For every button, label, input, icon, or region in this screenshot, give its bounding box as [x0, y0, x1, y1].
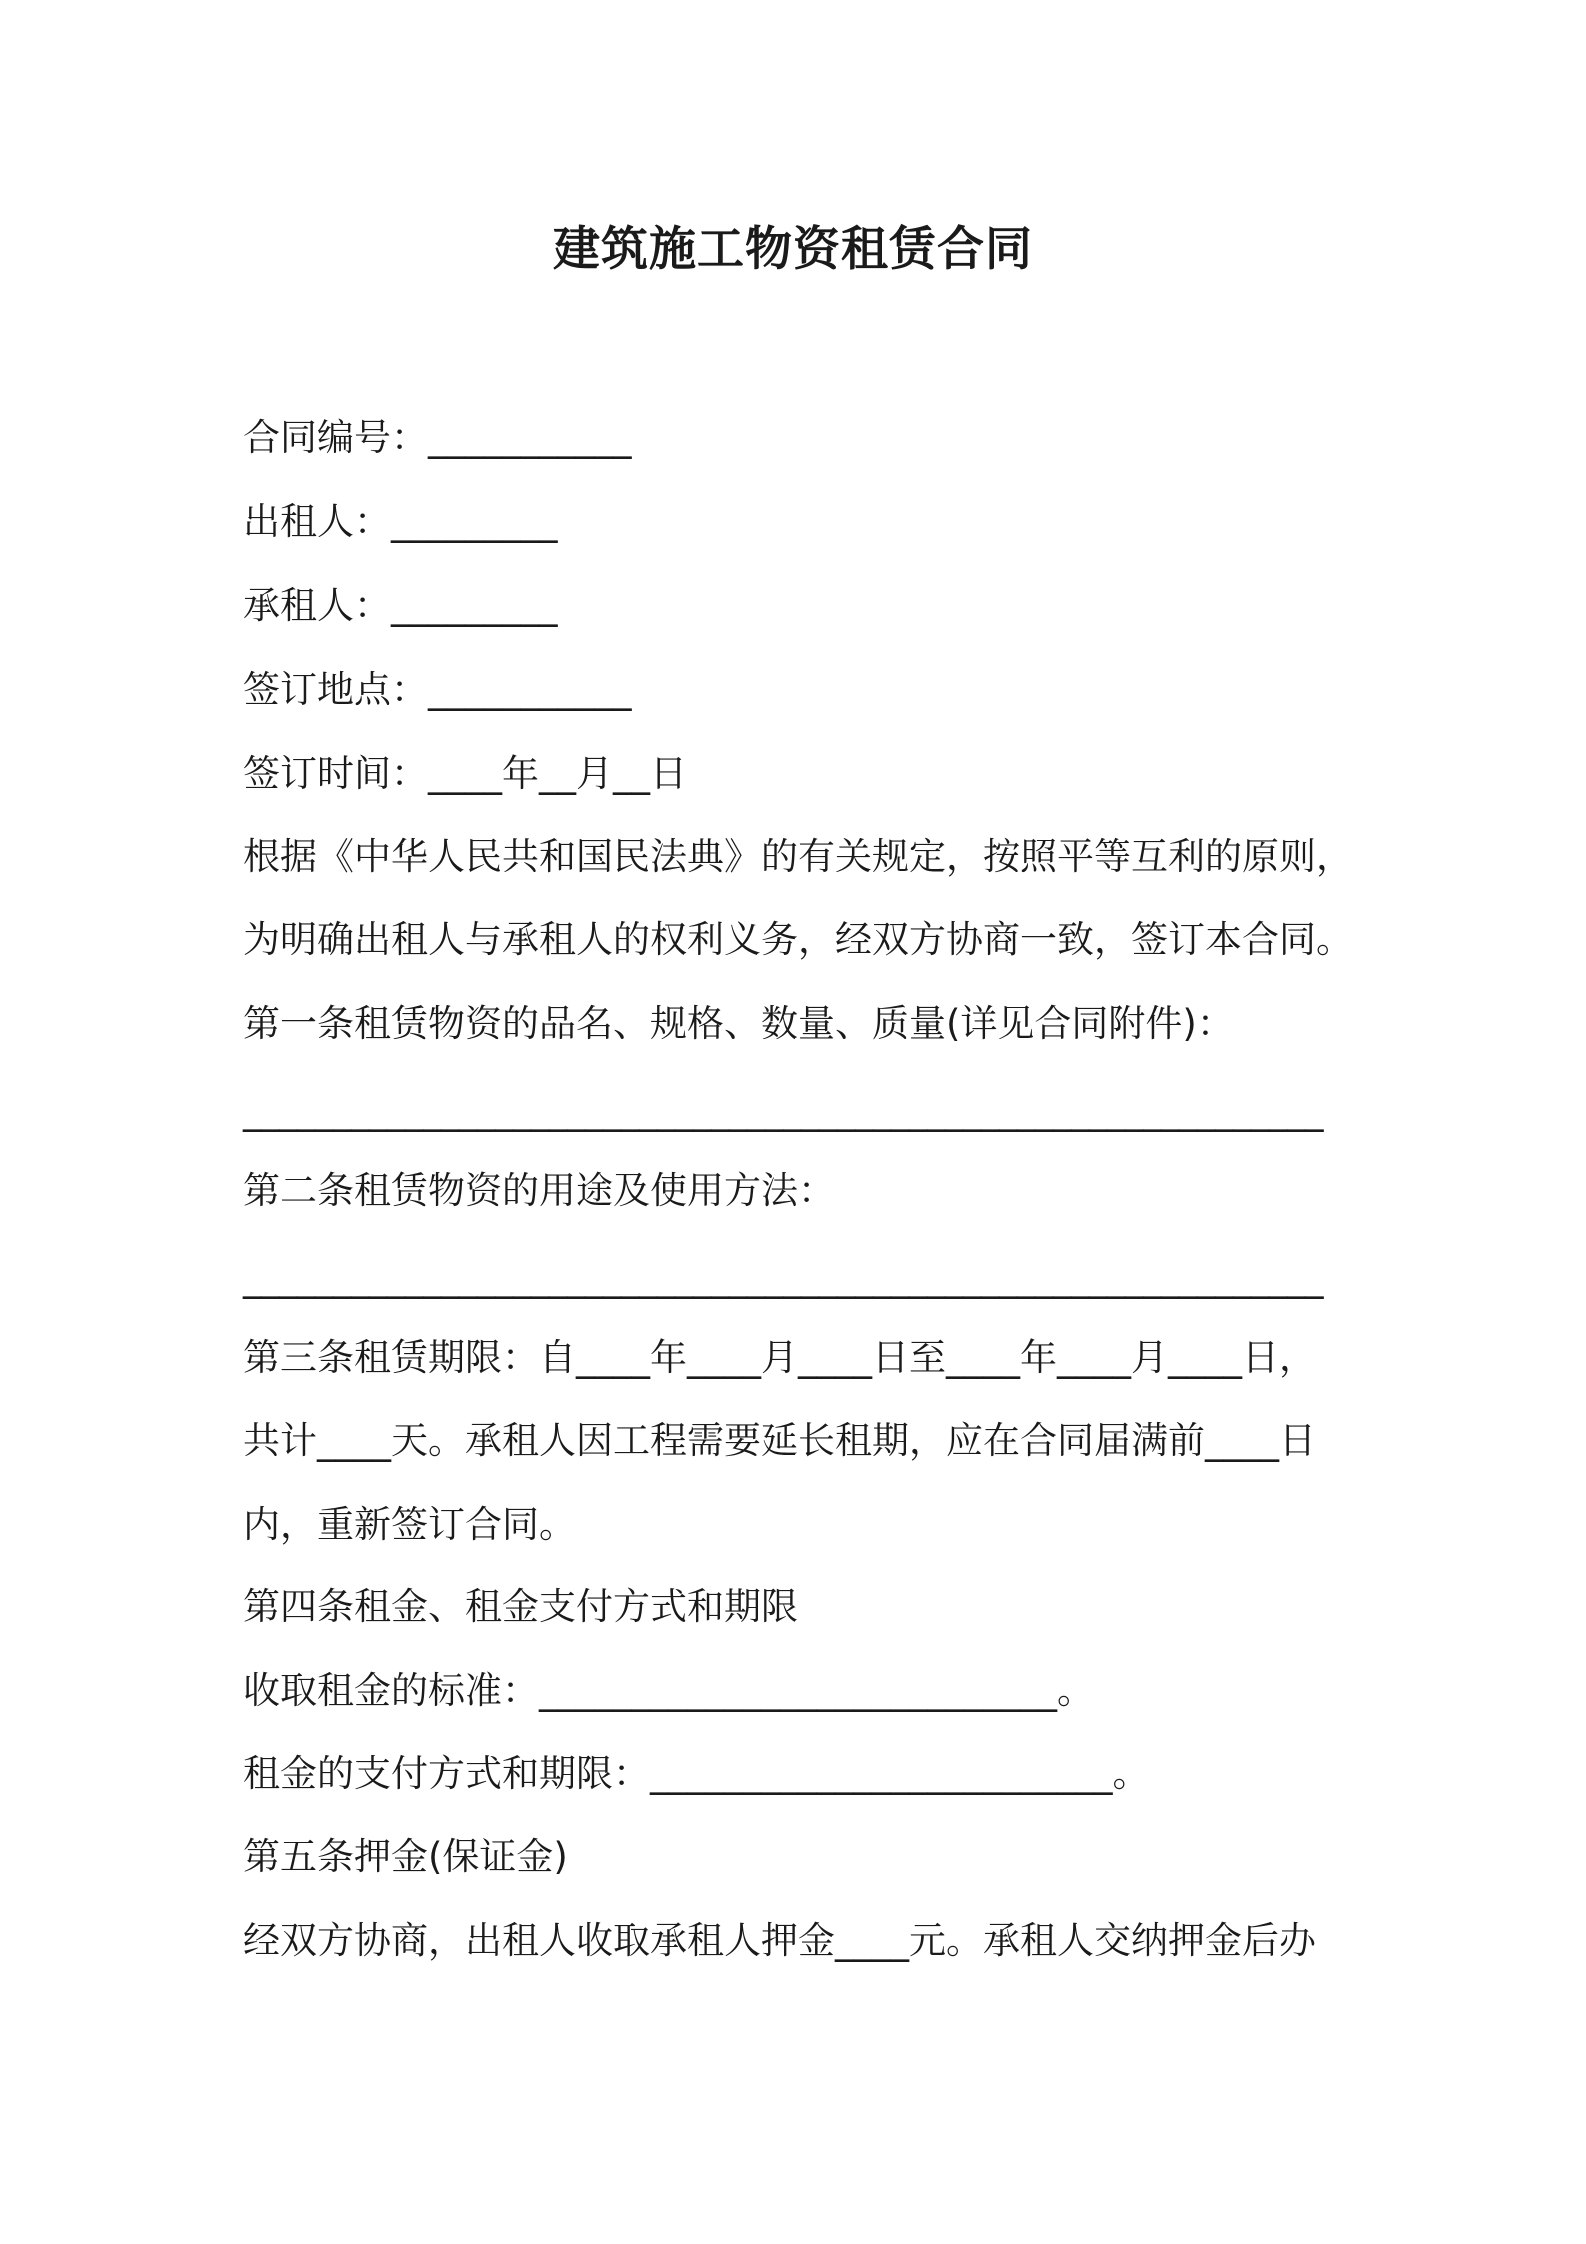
rent-payment-line: 租金的支付方式和期限：_________________________。: [243, 1752, 1150, 1795]
lessee-line: 承租人：_________: [243, 584, 558, 627]
article-1-blank: ____________________________________________________________: [243, 1089, 1323, 1132]
signing-place-line: 签订地点：___________: [243, 668, 632, 711]
article-4-heading: 第四条租金、租金支付方式和期限: [243, 1585, 798, 1628]
article-5-heading: 第五条押金(保证金): [243, 1835, 568, 1878]
article-3-line-3: 内，重新签订合同。: [243, 1503, 576, 1546]
signing-date-line: 签订时间：____年__月__日: [243, 752, 687, 795]
deposit-line: 经双方协商，出租人收取承租人押金____元。承租人交纳押金后办: [243, 1919, 1316, 1962]
article-2-blank: ____________________________________________________________: [243, 1256, 1323, 1299]
lessor-line: 出租人：_________: [243, 500, 558, 543]
article-3-line-1: 第三条租赁期限：自____年____月____日至____年____月____日，: [243, 1336, 1316, 1379]
article-2-heading: 第二条租赁物资的用途及使用方法：: [243, 1169, 835, 1212]
preamble-line-1: 根据《中华人民共和国民法典》的有关规定，按照平等互利的原则，: [243, 835, 1353, 878]
preamble-line-2: 为明确出租人与承租人的权利义务，经双方协商一致，签订本合同。: [243, 918, 1353, 961]
contract-number-line: 合同编号：___________: [243, 416, 632, 459]
article-1-heading: 第一条租赁物资的品名、规格、数量、质量(详见合同附件)：: [243, 1002, 1234, 1045]
document-title: 建筑施工物资租赁合同: [553, 222, 1033, 277]
article-3-line-2: 共计____天。承租人因工程需要延长租期，应在合同届满前____日: [243, 1419, 1316, 1462]
rent-standard-line: 收取租金的标准：____________________________。: [243, 1669, 1094, 1712]
